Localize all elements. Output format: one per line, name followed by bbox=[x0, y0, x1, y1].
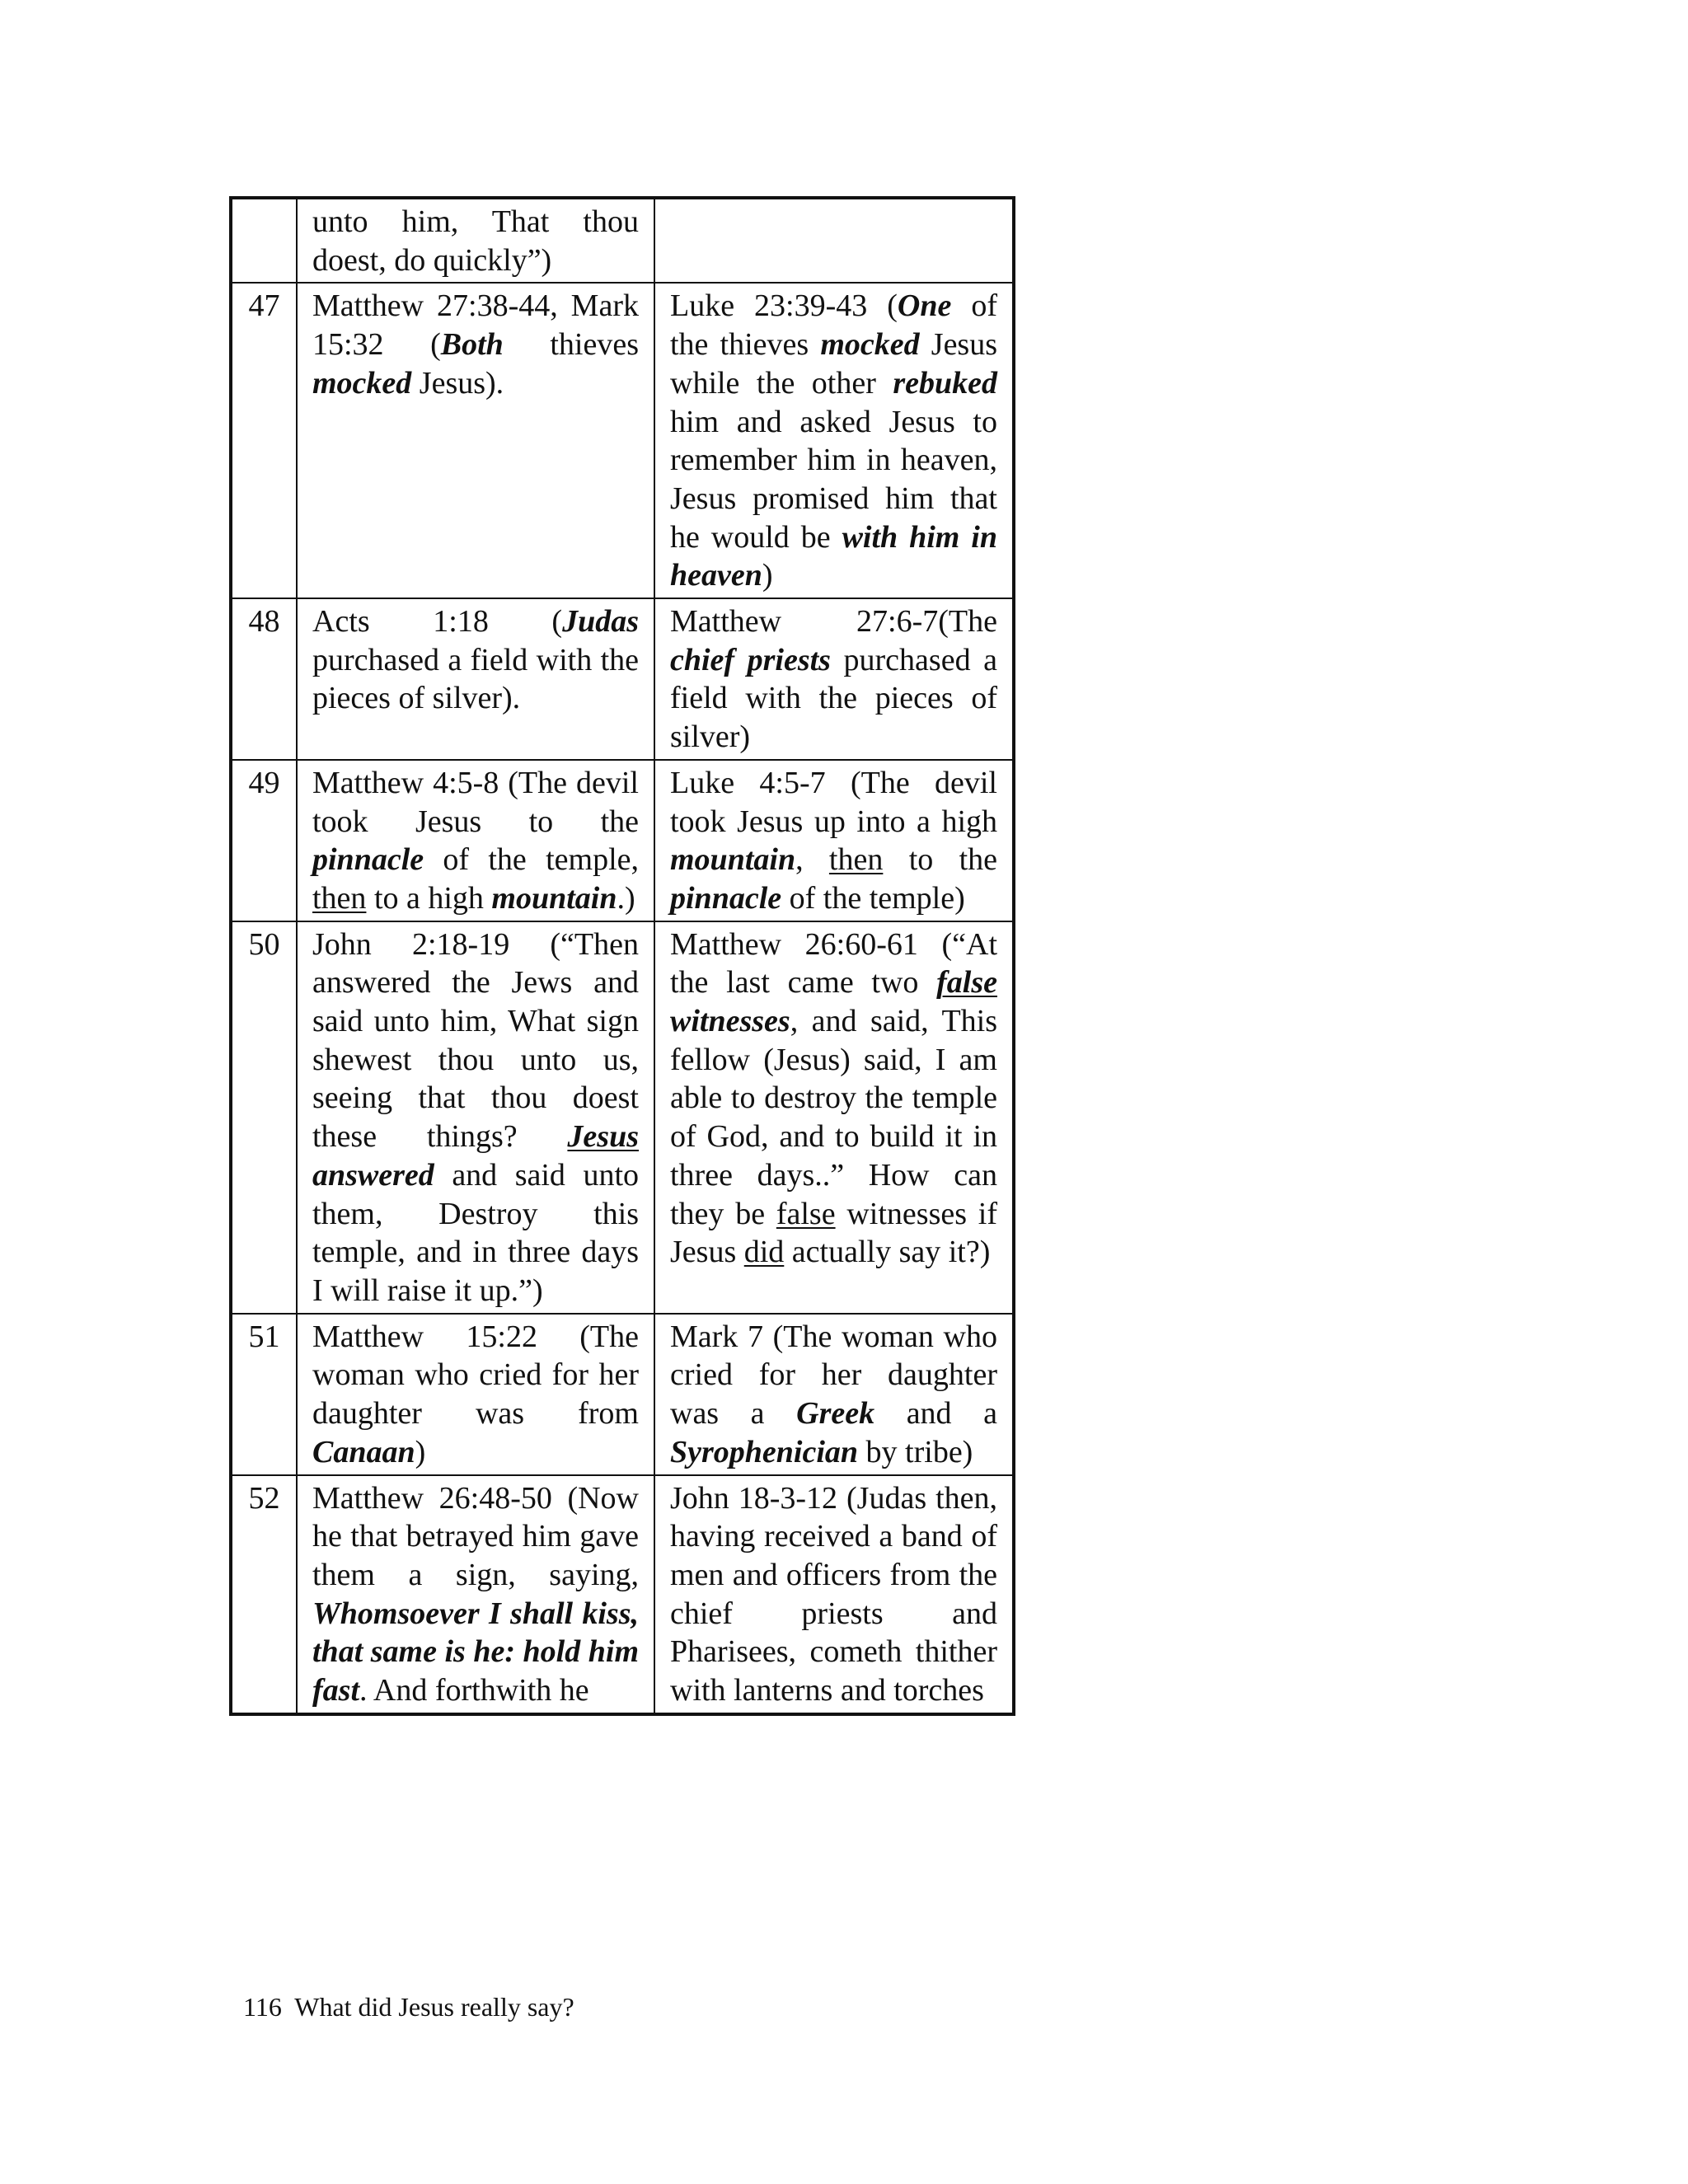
first-reference-cell bbox=[297, 921, 654, 1314]
plain-text: Matthew 26:60-61 (“At the last came two bbox=[670, 926, 997, 1001]
plain-text: .) bbox=[617, 880, 635, 916]
plain-text: witnesses if Jesus bbox=[670, 1196, 997, 1270]
contradictions-table bbox=[229, 196, 1015, 1716]
plain-text: , and said, This fellow (Jesus) said, I am able to destroy the temple of God, and to build it in three days..” How can they be bbox=[670, 1004, 997, 1231]
table-row bbox=[231, 283, 1014, 598]
row-number-cell: 51 bbox=[231, 1314, 297, 1475]
row-number-cell: 50 bbox=[231, 921, 297, 1314]
plain-text: Jesus while the other bbox=[670, 327, 998, 401]
plain-text: and said unto them, Destroy this temple, and in three days I will raise it up.”) bbox=[312, 1157, 639, 1308]
plain-text: Mark 7 (The woman who cried for her daughter was a bbox=[670, 1319, 997, 1432]
plain-text: Matthew 27:6-7(The bbox=[670, 604, 997, 640]
second-reference-cell bbox=[654, 283, 1014, 598]
emphasis-text: mountain bbox=[491, 880, 617, 916]
emphasis-text: mocked bbox=[820, 327, 920, 363]
book-title: What did Jesus really say? bbox=[294, 1992, 574, 2022]
underlined-text: then bbox=[828, 842, 884, 878]
plain-text: Matthew 4:5-8 (The devil took Jesus to the bbox=[312, 765, 639, 839]
row-number-cell bbox=[231, 198, 297, 283]
plain-text: to a high bbox=[366, 880, 492, 916]
first-reference-cell bbox=[297, 598, 654, 760]
first-reference-cell bbox=[297, 1314, 654, 1475]
second-reference-cell bbox=[654, 760, 1014, 921]
underlined-text: false bbox=[776, 1196, 836, 1231]
plain-text: thieves bbox=[503, 327, 639, 363]
plain-text: him and asked Jesus to remember him in heaven, Jesus promised him that he would be bbox=[670, 404, 997, 555]
emphasis-text: Whomsoever I shall kiss, that same is he: hold him fast bbox=[312, 1596, 639, 1708]
emphasis-text: Canaan bbox=[312, 1434, 415, 1469]
table-row bbox=[231, 921, 1014, 1314]
emphasis-text: rebuked bbox=[893, 365, 997, 401]
plain-text: Luke 4:5-7 (The devil took Jesus up into a high bbox=[670, 765, 997, 839]
plain-text: by tribe) bbox=[858, 1434, 973, 1469]
emphasis-text: mountain bbox=[670, 842, 796, 878]
emphasis-text: Judas bbox=[562, 604, 639, 640]
plain-text: purchased a field with the pieces of silver). bbox=[312, 642, 639, 716]
first-reference-cell: unto him, That thou doest, do quickly”) bbox=[297, 198, 654, 283]
emphasis-underlined-text: false bbox=[936, 965, 997, 1001]
emphasis-text: answered bbox=[312, 1157, 434, 1193]
emphasis-text: witnesses bbox=[670, 1004, 790, 1039]
plain-text: purchased a field with the pieces of silver) bbox=[670, 642, 997, 755]
emphasis-underlined-text: Jesus bbox=[567, 1119, 639, 1155]
plain-text: and a bbox=[874, 1396, 998, 1432]
plain-text: . And forthwith he bbox=[359, 1673, 589, 1708]
underlined-text: then bbox=[312, 880, 367, 916]
emphasis-text: Syrophenician bbox=[670, 1434, 859, 1469]
plain-text: Acts 1:18 ( bbox=[312, 604, 563, 640]
underlined-text: did bbox=[743, 1235, 785, 1270]
page-footer bbox=[243, 1990, 574, 2023]
table-row bbox=[231, 1475, 1014, 1714]
emphasis-text: mocked bbox=[312, 365, 412, 401]
plain-text: of the temple) bbox=[781, 880, 965, 916]
plain-text: of the thieves bbox=[670, 288, 997, 363]
plain-text: Matthew 15:22 (The woman who cried for her daughter was from bbox=[312, 1319, 639, 1432]
plain-text: Matthew 26:48-50 (Now he that betrayed him gave them a sign, saying, bbox=[312, 1480, 639, 1592]
page-number: 116 bbox=[243, 1992, 282, 2022]
second-reference-cell bbox=[654, 598, 1014, 760]
plain-text: ) bbox=[415, 1434, 426, 1469]
plain-text: Jesus). bbox=[411, 365, 504, 401]
row-number-cell: 47 bbox=[231, 283, 297, 598]
plain-text: John 18-3-12 (Judas then, having received a band of men and officers from the chief priests and Pharisees, cometh thither with lanterns and torches bbox=[670, 1480, 997, 1708]
plain-text: Luke 23:39-43 ( bbox=[670, 288, 898, 324]
emphasis-text: pinnacle bbox=[670, 880, 782, 916]
second-reference-cell bbox=[654, 921, 1014, 1314]
table-row bbox=[231, 1314, 1014, 1475]
plain-text: of the temple, bbox=[424, 842, 639, 878]
second-reference-cell bbox=[654, 198, 1014, 283]
row-number-cell: 49 bbox=[231, 760, 297, 921]
first-reference-cell bbox=[297, 760, 654, 921]
plain-text: Matthew 27:38-44, Mark 15:32 ( bbox=[312, 288, 639, 363]
plain-text: ) bbox=[762, 558, 773, 593]
second-reference-cell bbox=[654, 1475, 1014, 1714]
table-body bbox=[231, 198, 1014, 1714]
plain-text: , bbox=[795, 842, 829, 878]
emphasis-text: with him in heaven bbox=[670, 519, 998, 593]
plain-text: to the bbox=[883, 842, 998, 878]
plain-text: John 2:18-19 (“Then answered the Jews and said unto him, What sign shewest thou unto us, seeing that thou doest these things? bbox=[312, 926, 639, 1155]
emphasis-text: chief priests bbox=[670, 642, 831, 677]
first-reference-cell bbox=[297, 283, 654, 598]
table-row-continued bbox=[231, 198, 1014, 283]
emphasis-text: pinnacle bbox=[312, 842, 424, 878]
emphasis-text: One bbox=[897, 288, 952, 324]
emphasis-text: Greek bbox=[796, 1396, 875, 1432]
row-number-cell: 52 bbox=[231, 1475, 297, 1714]
first-reference-cell bbox=[297, 1475, 654, 1714]
row-number-cell: 48 bbox=[231, 598, 297, 760]
plain-text: actually say it?) bbox=[784, 1235, 991, 1270]
second-reference-cell bbox=[654, 1314, 1014, 1475]
emphasis-text: Both bbox=[440, 327, 504, 363]
table-row bbox=[231, 598, 1014, 760]
table-row bbox=[231, 760, 1014, 921]
